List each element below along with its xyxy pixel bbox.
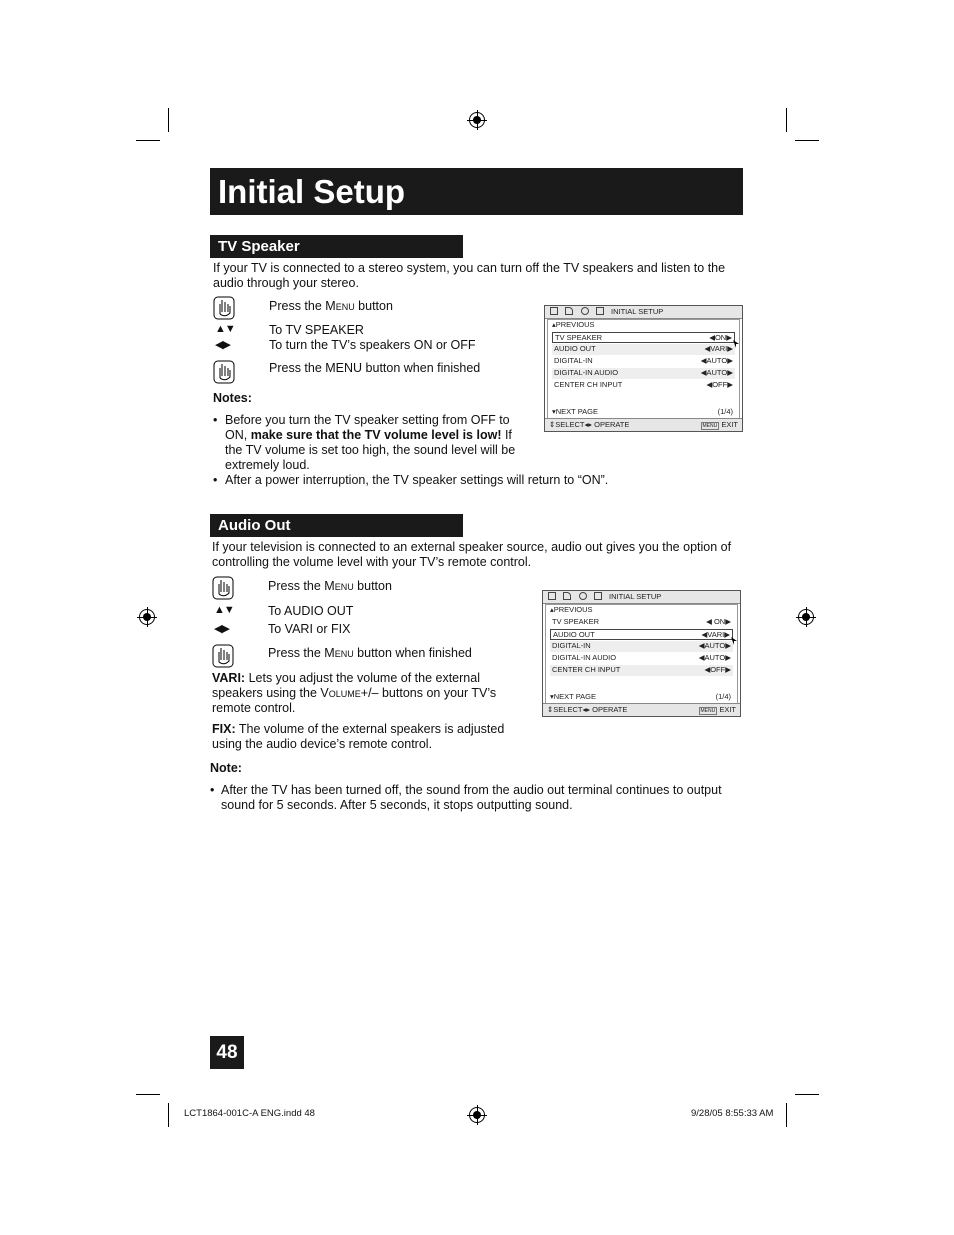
left-right-arrow-icon: ◀▶ [215,339,230,351]
tv-speaker-note-2: After a power interruption, the TV speaker settings will return to “ON”. [225,473,609,487]
tv-speaker-step-4: Press the MENU button when finished [269,361,481,375]
audio-out-step-4: Press the Menu button when finished [268,646,472,660]
clock-icon [581,307,589,315]
page-title-bar [210,168,743,215]
lock-icon [594,592,602,600]
left-right-arrow-icon: ◀▶ [214,623,229,635]
registration-mark-icon [469,112,485,128]
osd-next-page: ▾NEXT PAGE [552,407,599,416]
osd-row-center-ch-input: CENTER CH INPUT ◀OFF▶ [554,380,733,389]
osd-next-page: ▾NEXT PAGE [550,692,597,701]
lock-icon [596,307,604,315]
tv-speaker-note-1: Before you turn the TV speaker setting from OFF to ON, make sure that the TV volume level is low! If the TV volume is set too high, the sound level will be extremely loud. [225,413,516,472]
osd-row-tv-speaker: TV SPEAKER ◀ON▶ [552,332,735,343]
osd-title: INITIAL SETUP [609,592,662,601]
audio-out-step-2: To AUDIO OUT [268,604,354,618]
osd-row-tv-speaker: TV SPEAKER ◀ ON▶ [552,617,731,626]
pointer-cursor-icon [731,637,737,645]
press-hand-icon [213,296,235,320]
press-hand-icon [213,360,235,384]
tv-speaker-step-2: To TV SPEAKER [269,323,364,337]
audio-out-note-label: Note: [210,761,242,775]
crop-mark [168,1103,169,1127]
press-hand-icon [212,576,234,600]
up-down-arrow-icon: ▲▼ [215,323,235,335]
audio-out-note-1: After the TV has been turned off, the sound from the audio out terminal continues to output sound for 5 seconds. After 5 seconds, it stops outputting sound. [221,783,722,812]
crop-mark [136,1094,160,1095]
footer-file-name: LCT1864-001C-A ENG.indd 48 [184,1108,315,1119]
osd-row-center-ch-input: CENTER CH INPUT ◀OFF▶ [552,665,731,674]
bullet: • [213,413,218,427]
sound-icon [563,592,571,600]
osd-row-digital-in: DIGITAL-IN ◀AUTO▶ [554,356,733,365]
osd-bottom-bar: ⇕SELECT◂▸ OPERATE MENU EXIT [543,703,740,716]
osd-body [545,604,738,705]
press-hand-icon [212,644,234,668]
audio-out-vari-description: VARI: Lets you adjust the volume of the external speakers using the Volume+/– buttons on your TV’s remote control. [212,671,497,715]
osd-bottom-bar: ⇕SELECT◂▸ OPERATE MENU EXIT [545,418,742,431]
osd-title: INITIAL SETUP [611,307,664,316]
osd-previous: ▴PREVIOUS [550,605,593,614]
sound-icon [565,307,573,315]
crop-mark [786,108,787,132]
osd-top-bar [545,306,742,319]
bullet: • [210,783,215,797]
clock-icon [579,592,587,600]
crop-mark [168,108,169,132]
audio-out-step-1: Press the Menu button [268,579,392,593]
bullet: • [213,473,218,487]
page-number: 48 [210,1036,244,1069]
tv-speaker-step-3: To turn the TV’s speakers ON or OFF [269,338,476,352]
crop-mark [795,140,819,141]
tv-speaker-intro: If your TV is connected to a stereo system, you can turn off the TV speakers and listen to the audio through your stereo. [213,261,726,290]
section-heading-audio-out: Audio Out [210,514,463,537]
audio-out-fix-description: FIX: The volume of the external speakers is adjusted using the audio device’s remote control. [212,722,505,751]
audio-out-step-3: To VARI or FIX [268,622,351,636]
audio-out-intro: If your television is connected to an external speaker source, audio out gives you the option of controlling the volume level with your TV’s remote control. [212,540,732,569]
tv-speaker-step-1: Press the Menu button [269,299,393,313]
footer-timestamp: 9/28/05 8:55:33 AM [691,1108,774,1119]
osd-page-indicator: (1/4) [715,692,731,701]
crop-mark [786,1103,787,1127]
registration-mark-icon [139,609,155,625]
registration-mark-icon [469,1107,485,1123]
crop-mark [136,140,160,141]
osd-top-bar [543,591,740,604]
crop-mark [795,1094,819,1095]
osd-row-digital-in-audio: DIGITAL-IN AUDIO ◀AUTO▶ [552,653,731,662]
osd-initial-setup-menu [544,305,743,432]
osd-body [547,319,740,420]
up-down-arrow-icon: ▲▼ [214,604,234,616]
registration-mark-icon [798,609,814,625]
page-title: Initial Setup [218,173,406,210]
osd-initial-setup-menu [542,590,741,717]
osd-row-audio-out: AUDIO OUT ◀VARI▶ [550,629,733,640]
picture-icon [548,592,556,600]
section-heading-tv-speaker: TV Speaker [210,235,463,258]
osd-page-indicator: (1/4) [717,407,733,416]
osd-row-digital-in: DIGITAL-IN ◀AUTO▶ [552,641,731,650]
osd-row-digital-in-audio: DIGITAL-IN AUDIO ◀AUTO▶ [554,368,733,377]
picture-icon [550,307,558,315]
osd-previous: ▴PREVIOUS [552,320,595,329]
osd-row-audio-out: AUDIO OUT ◀VARI▶ [554,344,733,353]
tv-speaker-notes-label: Notes: [213,391,252,405]
pointer-cursor-icon [733,340,739,348]
